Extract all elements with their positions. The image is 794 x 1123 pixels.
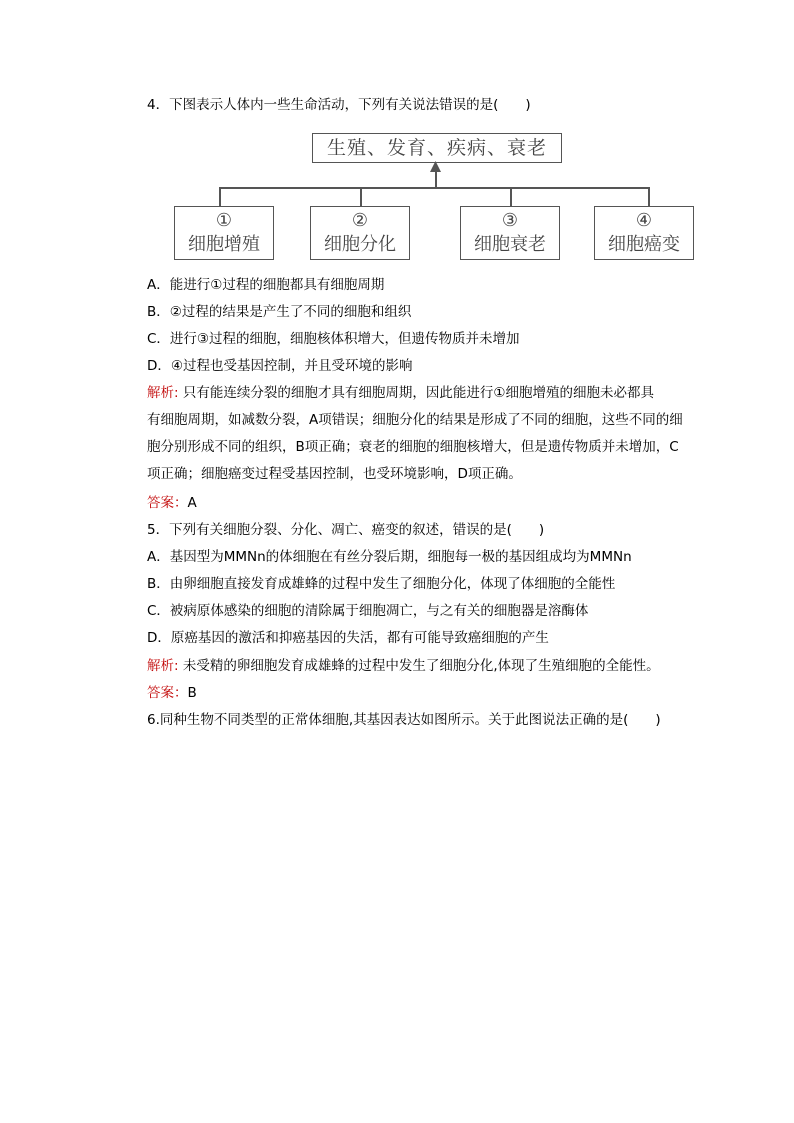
q4-analysis-line-1 xyxy=(147,383,654,403)
box-num: ④ xyxy=(635,210,653,231)
q4-stem: 4．下图表示人体内一些生命活动，下列有关说法错误的是( ) xyxy=(147,97,531,113)
box-cell-differentiation xyxy=(310,206,410,260)
box-cell-canceration xyxy=(594,206,694,260)
box-cell-proliferation xyxy=(174,206,274,260)
connector-2 xyxy=(360,187,362,206)
q4-answer xyxy=(147,493,197,513)
q4-option-a: A．能进行①过程的细胞都具有细胞周期 xyxy=(147,277,385,293)
q4-analysis-line-4: 项正确；细胞癌变过程受基因控制，也受环境影响，D项正确。 xyxy=(147,466,522,482)
q4-option-c: C．进行③过程的细胞，细胞核体积增大，但遗传物质并未增加 xyxy=(147,331,520,347)
q5-option-b: B．由卵细胞直接发育成雄蜂的过程中发生了细胞分化，体现了体细胞的全能性 xyxy=(147,576,616,592)
q5-option-d: D．原癌基因的激活和抑癌基因的失活，都有可能导致癌细胞的产生 xyxy=(147,630,549,646)
diagram-top-box: 生殖、发育、疾病、衰老 xyxy=(312,133,562,163)
arrow-shaft xyxy=(435,171,437,188)
answer-label: 答案： xyxy=(147,685,188,701)
q5-option-c: C．被病原体感染的细胞的清除属于细胞凋亡，与之有关的细胞器是溶酶体 xyxy=(147,603,589,619)
box-label: 细胞衰老 xyxy=(474,234,546,255)
q4-option-b: B．②过程的结果是产生了不同的细胞和组织 xyxy=(147,304,412,320)
answer-label: 答案： xyxy=(147,495,188,511)
q4-analysis-line-3: 胞分别形成不同的组织，B项正确；衰老的细胞的细胞核增大，但是遗传物质并未增加，C xyxy=(147,439,679,455)
box-label: 细胞增殖 xyxy=(188,234,260,255)
box-num: ② xyxy=(351,210,369,231)
diagram-connector xyxy=(219,187,649,189)
analysis-label: 解析: xyxy=(147,385,179,401)
analysis-text: 只有能连续分裂的细胞才具有细胞周期，因此能进行①细胞增殖的细胞未必都具 xyxy=(178,385,654,401)
q4-diagram xyxy=(172,133,698,263)
q4-option-d: D．④过程也受基因控制，并且受环境的影响 xyxy=(147,358,413,374)
q5-option-a: A．基因型为MMNn的体细胞在有丝分裂后期，细胞每一极的基因组成均为MMNn xyxy=(147,549,632,565)
analysis-label: 解析: xyxy=(147,658,179,674)
q5-answer xyxy=(147,683,197,703)
connector-1 xyxy=(219,187,221,206)
q6-stem: 6.同种生物不同类型的正常体细胞,其基因表达如图所示。关于此图说法正确的是( ) xyxy=(147,712,661,728)
box-label: 细胞分化 xyxy=(324,234,396,255)
answer-value: A xyxy=(187,495,197,511)
q4-analysis-line-2: 有细胞周期，如减数分裂，A项错误；细胞分化的结果是形成了不同的细胞，这些不同的细 xyxy=(147,412,683,428)
q5-stem: 5．下列有关细胞分裂、分化、凋亡、癌变的叙述，错误的是( ) xyxy=(147,522,545,538)
box-cell-aging xyxy=(460,206,560,260)
answer-value: B xyxy=(187,685,197,701)
connector-3 xyxy=(510,187,512,206)
analysis-text: 未受精的卵细胞发育成雄蜂的过程中发生了细胞分化,体现了生殖细胞的全能性。 xyxy=(178,658,660,674)
box-num: ③ xyxy=(501,210,519,231)
box-label: 细胞癌变 xyxy=(608,234,680,255)
q5-analysis xyxy=(147,656,660,676)
connector-4 xyxy=(648,187,650,206)
arrow-up-icon xyxy=(430,161,441,173)
box-num: ① xyxy=(215,210,233,231)
